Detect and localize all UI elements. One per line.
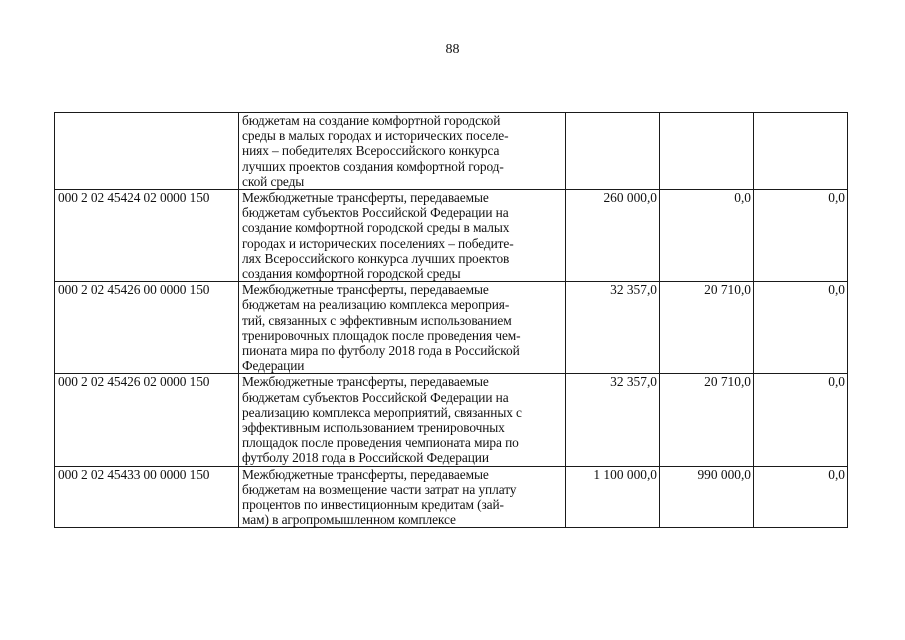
amount-cell-2: 20 710,0 — [660, 374, 754, 466]
description-line: бюджетам на создание комфортной городской — [242, 113, 501, 128]
table-row — [55, 190, 848, 282]
description-line: городах и исторических поселениях – победите- — [242, 235, 514, 251]
amount-cell-3: 0,0 — [754, 282, 848, 374]
description-line: тренировочных площадок после проведения чем- — [242, 327, 521, 343]
amount-cell-1: 32 357,0 — [566, 374, 660, 466]
description-cell — [239, 282, 566, 374]
description-line: бюджетам субъектов Российской Федерации на — [242, 205, 509, 221]
description-line: среды в малых городах и исторических поселе- — [242, 128, 509, 144]
budget-code-cell: 000 2 02 45424 02 0000 150 — [55, 190, 239, 282]
description-line: Межбюджетные трансферты, передаваемые — [242, 190, 489, 206]
description-line: Федерации — [242, 358, 305, 374]
description-line: бюджетам на возмещение части затрат на уплату — [242, 481, 517, 497]
description-line: Межбюджетные трансферты, передаваемые — [242, 282, 489, 298]
description-cell — [239, 190, 566, 282]
description-line: тий, связанных с эффективным использованием — [242, 312, 512, 328]
table-row — [55, 466, 848, 528]
table-row — [55, 282, 848, 374]
amount-cell-2: 0,0 — [660, 190, 754, 282]
amount-cell-3: 0,0 — [754, 190, 848, 282]
amount-cell-3 — [754, 113, 848, 190]
amount-cell-2: 20 710,0 — [660, 282, 754, 374]
table-row — [55, 113, 848, 190]
description-line: лях Всероссийского конкурса лучших проектов — [242, 250, 510, 266]
description-line: реализацию комплекса мероприятий, связанных с — [242, 404, 522, 420]
amount-cell-1: 32 357,0 — [566, 282, 660, 374]
budget-code-cell: 000 2 02 45426 00 0000 150 — [55, 282, 239, 374]
description-cell — [239, 113, 566, 190]
description-line: пионата мира по футболу 2018 года в Российской — [242, 343, 520, 359]
amount-cell-2: 990 000,0 — [660, 466, 754, 528]
table-row — [55, 374, 848, 466]
description-line: эффективным использованием тренировочных — [242, 420, 505, 436]
amount-cell-1: 260 000,0 — [566, 190, 660, 282]
description-line: футболу 2018 года в Российской Федерации — [242, 450, 489, 466]
description-line: процентов по инвестиционным кредитам (зай- — [242, 497, 504, 513]
amount-cell-1 — [566, 113, 660, 190]
description-line: Межбюджетные трансферты, передаваемые — [242, 466, 489, 482]
budget-code-cell: 000 2 02 45426 02 0000 150 — [55, 374, 239, 466]
budget-code-cell — [55, 113, 239, 190]
page-number: 88 — [445, 42, 460, 57]
description-line: площадок после проведения чемпионата мира по — [242, 435, 519, 451]
description-line: Межбюджетные трансферты, передаваемые — [242, 374, 489, 390]
amount-cell-2 — [660, 113, 754, 190]
amount-cell-1: 1 100 000,0 — [566, 466, 660, 528]
amount-cell-3: 0,0 — [754, 374, 848, 466]
description-line: бюджетам на реализацию комплекса мероприя- — [242, 297, 510, 313]
budget-table — [54, 112, 848, 528]
description-line: ниях – победителях Всероссийского конкурса — [242, 143, 500, 159]
description-cell — [239, 374, 566, 466]
description-cell — [239, 466, 566, 528]
amount-cell-3: 0,0 — [754, 466, 848, 528]
description-line: создание комфортной городской среды в малых — [242, 220, 510, 236]
budget-code-cell: 000 2 02 45433 00 0000 150 — [55, 466, 239, 528]
description-line: создания комфортной городской среды — [242, 266, 461, 282]
description-line: бюджетам субъектов Российской Федерации на — [242, 389, 509, 405]
description-line: лучших проектов создания комфортной город- — [242, 158, 504, 174]
description-line: ской среды — [242, 173, 305, 189]
description-line: мам) в агропромышленном комплексе — [242, 512, 456, 528]
